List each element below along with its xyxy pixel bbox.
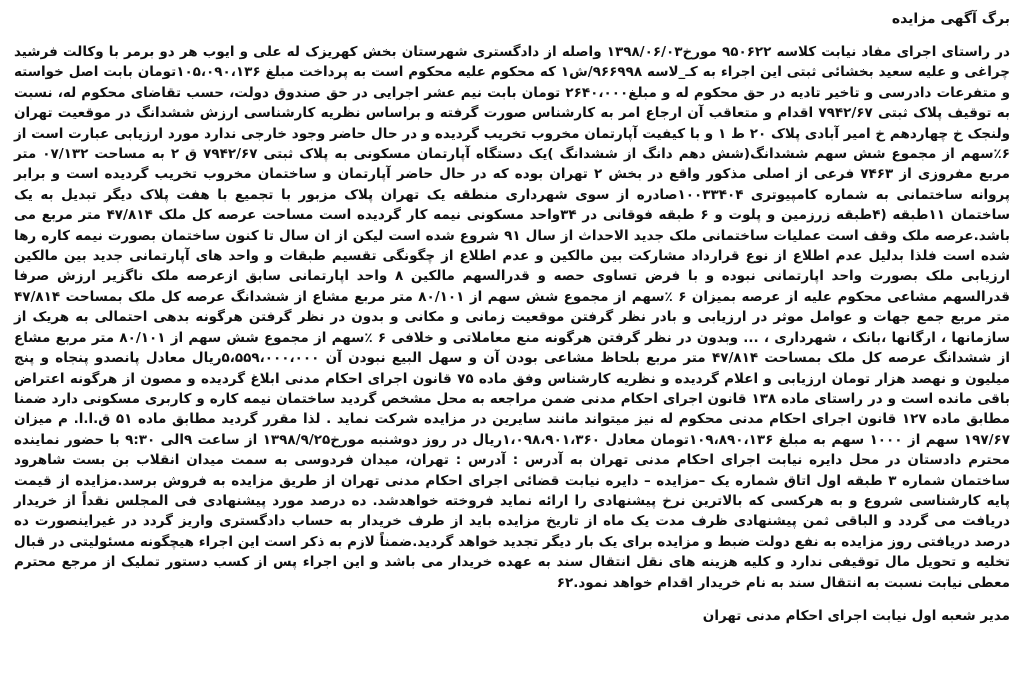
notice-body: در راستای اجرای مفاد نیابت کلاسه ۹۵۰۶۲۲ مورخ۱۳۹۸/۰۶/۰۳ واصله از دادگستری شهرستان بخش کهریزک له علی و ایوب هر دو برمر با وکالت فرشید چراغی و علیه سعید بخشائی ثبتی این اجراء به کـ_لاسه ۹۶۶۹۹۸/ش۱ که محکوم علیه محکوم است به پرداخت مبلغ ۱۰۵،۰۹۰،۱۳۶تومان بابت اصل خواسته و متفرعات دادرسی و تاخیر تادیه در حق محکوم له و مبلغ۲۶۴۰،۰۰۰ تومان بابت نیم عشر اجرایی در حق صندوق دولت، حسب تقاضای محکوم له، نسبت به توقیف پلاک ثبتی ۷۹۴۲/۶۷ اقدام و متعاقب آن ارجاع امر به کارشناس صورت گرفته و براساس نظریه کارشناسی ارزش ششدانگ در موقعیت تهران ولنجک خ چهاردهم خ امیر آبادی پلاک ۲۰ ط ۱ و با کیفیت آپارتمان مخروب تخریب گردیده و در حال حاضر وجود خارجی ندارد مورد ارزیابی عبارت است از ۶٪سهم از مجموع شش سهم ششدانگ(شش دهم دانگ از ششدانگ )یک دستگاه آپارتمان مسکونی به پلاک ثبتی ۷۹۴۲/۶۷ ق ۲ به مساحت ۰۷/۱۳۲ متر مربع مفروزی از ۷۴۶۳ فرعی از اصلی مذکور واقع در بخش ۲ تهران بوده که در حال حاضر آپارتمان و ساختمان مخروب تخریب گردیده است و برابر پروانه ساختمانی به شماره کامپیوتری ۱۰۰۳۳۴۰۴صادره از سوی شهرداری منطقه یک تهران پلاک مزبور با تجمیع با هفت پلاک دیگر تبدیل به یک ساختمان ۱۱طبقه (۴طبقه زرزمین و پلوت و ۶ طبقه فوقانی در ۳۴واحد مسکونی نیمه کار گردیده است مساحت عرصه کل ملک ۴۷/۸۱۴ متر مربع می باشد.عرصه ملک وقف است عملیات ساختمانی ملک جدید الاحداث از سال ۹۱ شروع شده است لیکن از ان سال تا کنون ساختمان بصورت نیمه کاره رها شده است فلذا بدلیل عدم اطلاع از نوع قرارداد مشارکت بین مالکین و عدم اطلاع از چگونگی تقسیم طبقات و واحد های آپارتمانی جدید بین مالکین ارزیابی ملک بصورت واحد اپارتمانی نبوده و با فرض تساوی حصه و قدرالسهم مالکین ۸ واحد اپارتمانی سابق ازعرصه ملک ناگزیر ارزش صرفا قدرالسهم مشاعی محکوم علیه از عرصه بمیزان ۶ ٪سهم از مجموع شش سهم از ۸۰/۱۰۱ متر مربع مشاع از ششدانگ عرصه کل ملک بمساحت ۴۷/۸۱۴ متر مربع جمع جهات و عوامل موثر در ارزیابی و بادر نظر گرفتن موقعیت زمانی و مکانی و بدون در نظر گرفتن هرگونه بدهی احتمالی به هریک از سازمانها ، ارگانها ،بانک ، شهرداری ، ... وبدون در نظر گرفتن هرگونه منع معاملاتی و خلافی ۶ ٪سهم از مجموع شش سهم از ۸۰/۱۰۱ متر مربع مشاع از ششدانگ عرصه کل ملک بمساحت ۴۷/۸۱۴ متر مربع بلحاظ مشاعی بودن آن و سهل البیع نبودن آن ۵،۵۵۹،۰۰۰،۰۰۰ریال معادل پانصدو پنجاه و پنج میلیون و نهصد هزار تومان ارزیابی و اعلام گردیده و نظریه کارشناس وفق ماده ۷۵ قانون اجرای احکام مدنی ابلاغ گردیده و مصون از هرگونه اعتراض باقی مانده است و در راستای ماده ۱۳۸ قانون اجرای احکام مدنی ضمن مراجعه به محل مشخص گردید ساختمان نیمه کاره و کاربری مسکونی دارد ضمنا مطابق ماده ۱۲۷ قانون اجرای احکام مدنی محکوم له نیز میتواند مانند سایرین در مزایده شرکت نماید . لذا مقرر گردید مطابق ماده ۵۱ ق.ا.ا. م میزان ۱۹۷/۶۷ سهم از ۱۰۰۰ سهم به مبلغ ۱۰۹،۸۹۰،۱۳۶تومان معادل ۱،۰۹۸،۹۰۱،۳۶۰ریال در روز دوشنبه مورخ۱۳۹۸/۹/۲۵ از ساعت ۹الی ۹:۳۰ با حضور نماینده محترم دادستان در محل دایره نیابت اجرای احکام مدنی تهران به آدرس : آدرس : تهران، میدان فردوسی به سمت میدان انقلاب بن بست شاهرود ساختمان شماره ۳ طبقه اول اتاق شماره یک –مزایده – دایره نیابت قضائی اجرای احکام مدنی تهران از طریق مزایده به فروش برسد.مزایده از قیمت پایه کارشناسی شروع و به هرکسی که بالاترین نرخ پیشنهادی را ارائه نماید فروخته خواهدشد. ده درصد مورد پیشنهادی فی المجلس نقداً از خریدار دریافت می گردد و الباقی ثمن پیشنهادی ظرف مدت یک ماه از تاریخ مزایده باید از طرف خریدار به حساب دادگستری واریز گردد در غیراینصورت ده درصد دریافتی روز مزایده به نفع دولت ضبط و مزایده برای یک بار دیگر تجدید خواهد گردید.ضمناً لازم به ذکر است این اجراء هیچگونه مسئولیتی در قبال تخلیه و تحویل مال توقیفی ندارد و کلیه هزینه های نقل انتقال سند به عهده خریدار می باشد و این اجراء پس از کسب دستور تملیک از مرجع محترم معطی نیابت نسبت به انتقال سند به نام خریدار اقدام خواهد نمود.۶۲ (14, 44, 1011, 591)
notice-title: برگ آگهی مزایده (891, 11, 1010, 27)
notice-signature: مدیر شعبه اول نیابت اجرای احکام مدنی تهران (702, 607, 1010, 624)
